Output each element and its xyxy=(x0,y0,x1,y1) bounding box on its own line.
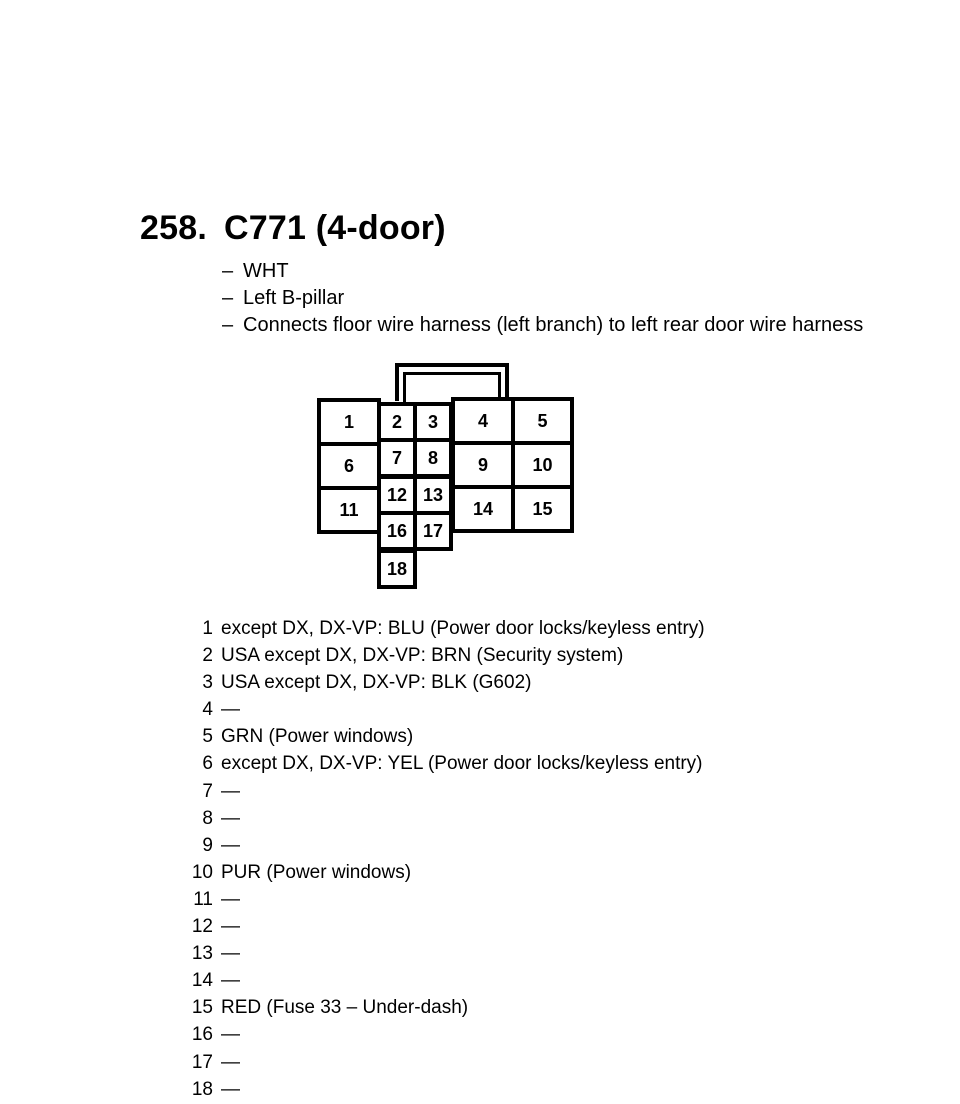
attribute-dash: – xyxy=(222,314,234,336)
pin-row xyxy=(186,832,705,859)
connector-diagram xyxy=(314,362,576,594)
pin-row xyxy=(186,723,705,750)
attribute-connects: Connects floor wire harness (left branch) to left rear door wire harness xyxy=(243,314,864,336)
attribute-dash: – xyxy=(222,287,234,309)
connector-cavity-16: 16 xyxy=(377,511,417,551)
pin-number: 17 xyxy=(191,1051,213,1073)
pin-description: — xyxy=(221,780,240,802)
connector-cavity-17: 17 xyxy=(413,511,453,551)
pin-description: — xyxy=(221,1051,240,1073)
pin-description: — xyxy=(221,1078,240,1100)
pin-row xyxy=(186,1021,705,1048)
connector-cavity-1: 1 xyxy=(317,398,381,446)
connector-cavity-6: 6 xyxy=(317,442,381,490)
connector-cavity-5: 5 xyxy=(511,397,574,445)
pin-number: 18 xyxy=(191,1078,213,1100)
connector-cavity-8: 8 xyxy=(413,438,453,478)
connector-cavity-9: 9 xyxy=(451,441,515,489)
pin-description: — xyxy=(221,888,240,910)
pin-row xyxy=(186,1076,705,1103)
pin-row xyxy=(186,967,705,994)
attribute-row xyxy=(222,312,863,339)
pin-row xyxy=(186,750,705,777)
pin-row xyxy=(186,913,705,940)
pin-number: 10 xyxy=(191,861,213,883)
pin-number: 4 xyxy=(202,699,213,721)
page-title xyxy=(140,209,446,248)
connector-cavity-4: 4 xyxy=(451,397,515,445)
pin-row xyxy=(186,778,705,805)
pin-row xyxy=(186,642,705,669)
connector-cavity-13: 13 xyxy=(413,475,453,515)
pin-description: — xyxy=(221,807,240,829)
pin-row xyxy=(186,615,705,642)
connector-cavity-15: 15 xyxy=(511,485,574,533)
pin-description: USA except DX, DX-VP: BRN (Security system) xyxy=(221,645,624,667)
attribute-location: Left B-pillar xyxy=(243,287,345,309)
pin-row xyxy=(186,994,705,1021)
pin-number: 8 xyxy=(202,807,213,829)
pin-number: 16 xyxy=(191,1024,213,1046)
pin-row xyxy=(186,696,705,723)
pin-description: — xyxy=(221,970,240,992)
pin-row xyxy=(186,886,705,913)
pin-description: except DX, DX-VP: BLU (Power door locks/keyless entry) xyxy=(221,618,705,639)
attribute-color: WHT xyxy=(243,260,289,282)
connector-cavity-12: 12 xyxy=(377,475,417,515)
attribute-row xyxy=(222,258,863,285)
pin-number: 6 xyxy=(202,753,213,775)
pin-number: 11 xyxy=(193,888,213,910)
pin-number: 1 xyxy=(202,618,213,639)
connector-cavity-3: 3 xyxy=(413,402,453,442)
pin-number: 12 xyxy=(191,916,213,938)
connector-cavity-18: 18 xyxy=(377,549,417,589)
connector-id: C771 (4-door) xyxy=(224,209,446,247)
pin-description: — xyxy=(221,943,240,965)
pin-description: except DX, DX-VP: YEL (Power door locks/keyless entry) xyxy=(221,753,703,775)
pin-number: 2 xyxy=(202,645,213,667)
pin-row xyxy=(186,940,705,967)
pin-description: RED (Fuse 33 – Under-dash) xyxy=(221,997,469,1019)
connector-cavity-7: 7 xyxy=(377,438,417,478)
pin-description: — xyxy=(221,834,240,856)
pin-description: — xyxy=(221,1024,240,1046)
pin-row xyxy=(186,805,705,832)
connector-attributes xyxy=(222,258,863,339)
pin-number: 5 xyxy=(202,726,213,748)
pin-number: 9 xyxy=(202,834,213,856)
pin-description: GRN (Power windows) xyxy=(221,726,414,748)
connector-cavity-14: 14 xyxy=(451,485,515,533)
connector-cavity-10: 10 xyxy=(511,441,574,489)
pin-number: 3 xyxy=(202,672,213,694)
pin-description: PUR (Power windows) xyxy=(221,861,412,883)
attribute-row xyxy=(222,285,863,312)
pin-description: — xyxy=(221,916,240,938)
pin-assignment-list xyxy=(186,615,705,1103)
connector-cavity-2: 2 xyxy=(377,402,417,442)
attribute-dash: – xyxy=(222,260,234,282)
pin-number: 15 xyxy=(191,997,213,1019)
connector-cavity-11: 11 xyxy=(317,486,381,534)
pin-number: 7 xyxy=(202,780,213,802)
pin-description: USA except DX, DX-VP: BLK (G602) xyxy=(221,672,532,694)
pin-row xyxy=(186,1049,705,1076)
pin-description: — xyxy=(221,699,240,721)
pin-row xyxy=(186,859,705,886)
pin-number: 14 xyxy=(191,970,213,992)
item-number: 258. xyxy=(140,209,207,247)
pin-row xyxy=(186,669,705,696)
pin-number: 13 xyxy=(191,943,213,965)
